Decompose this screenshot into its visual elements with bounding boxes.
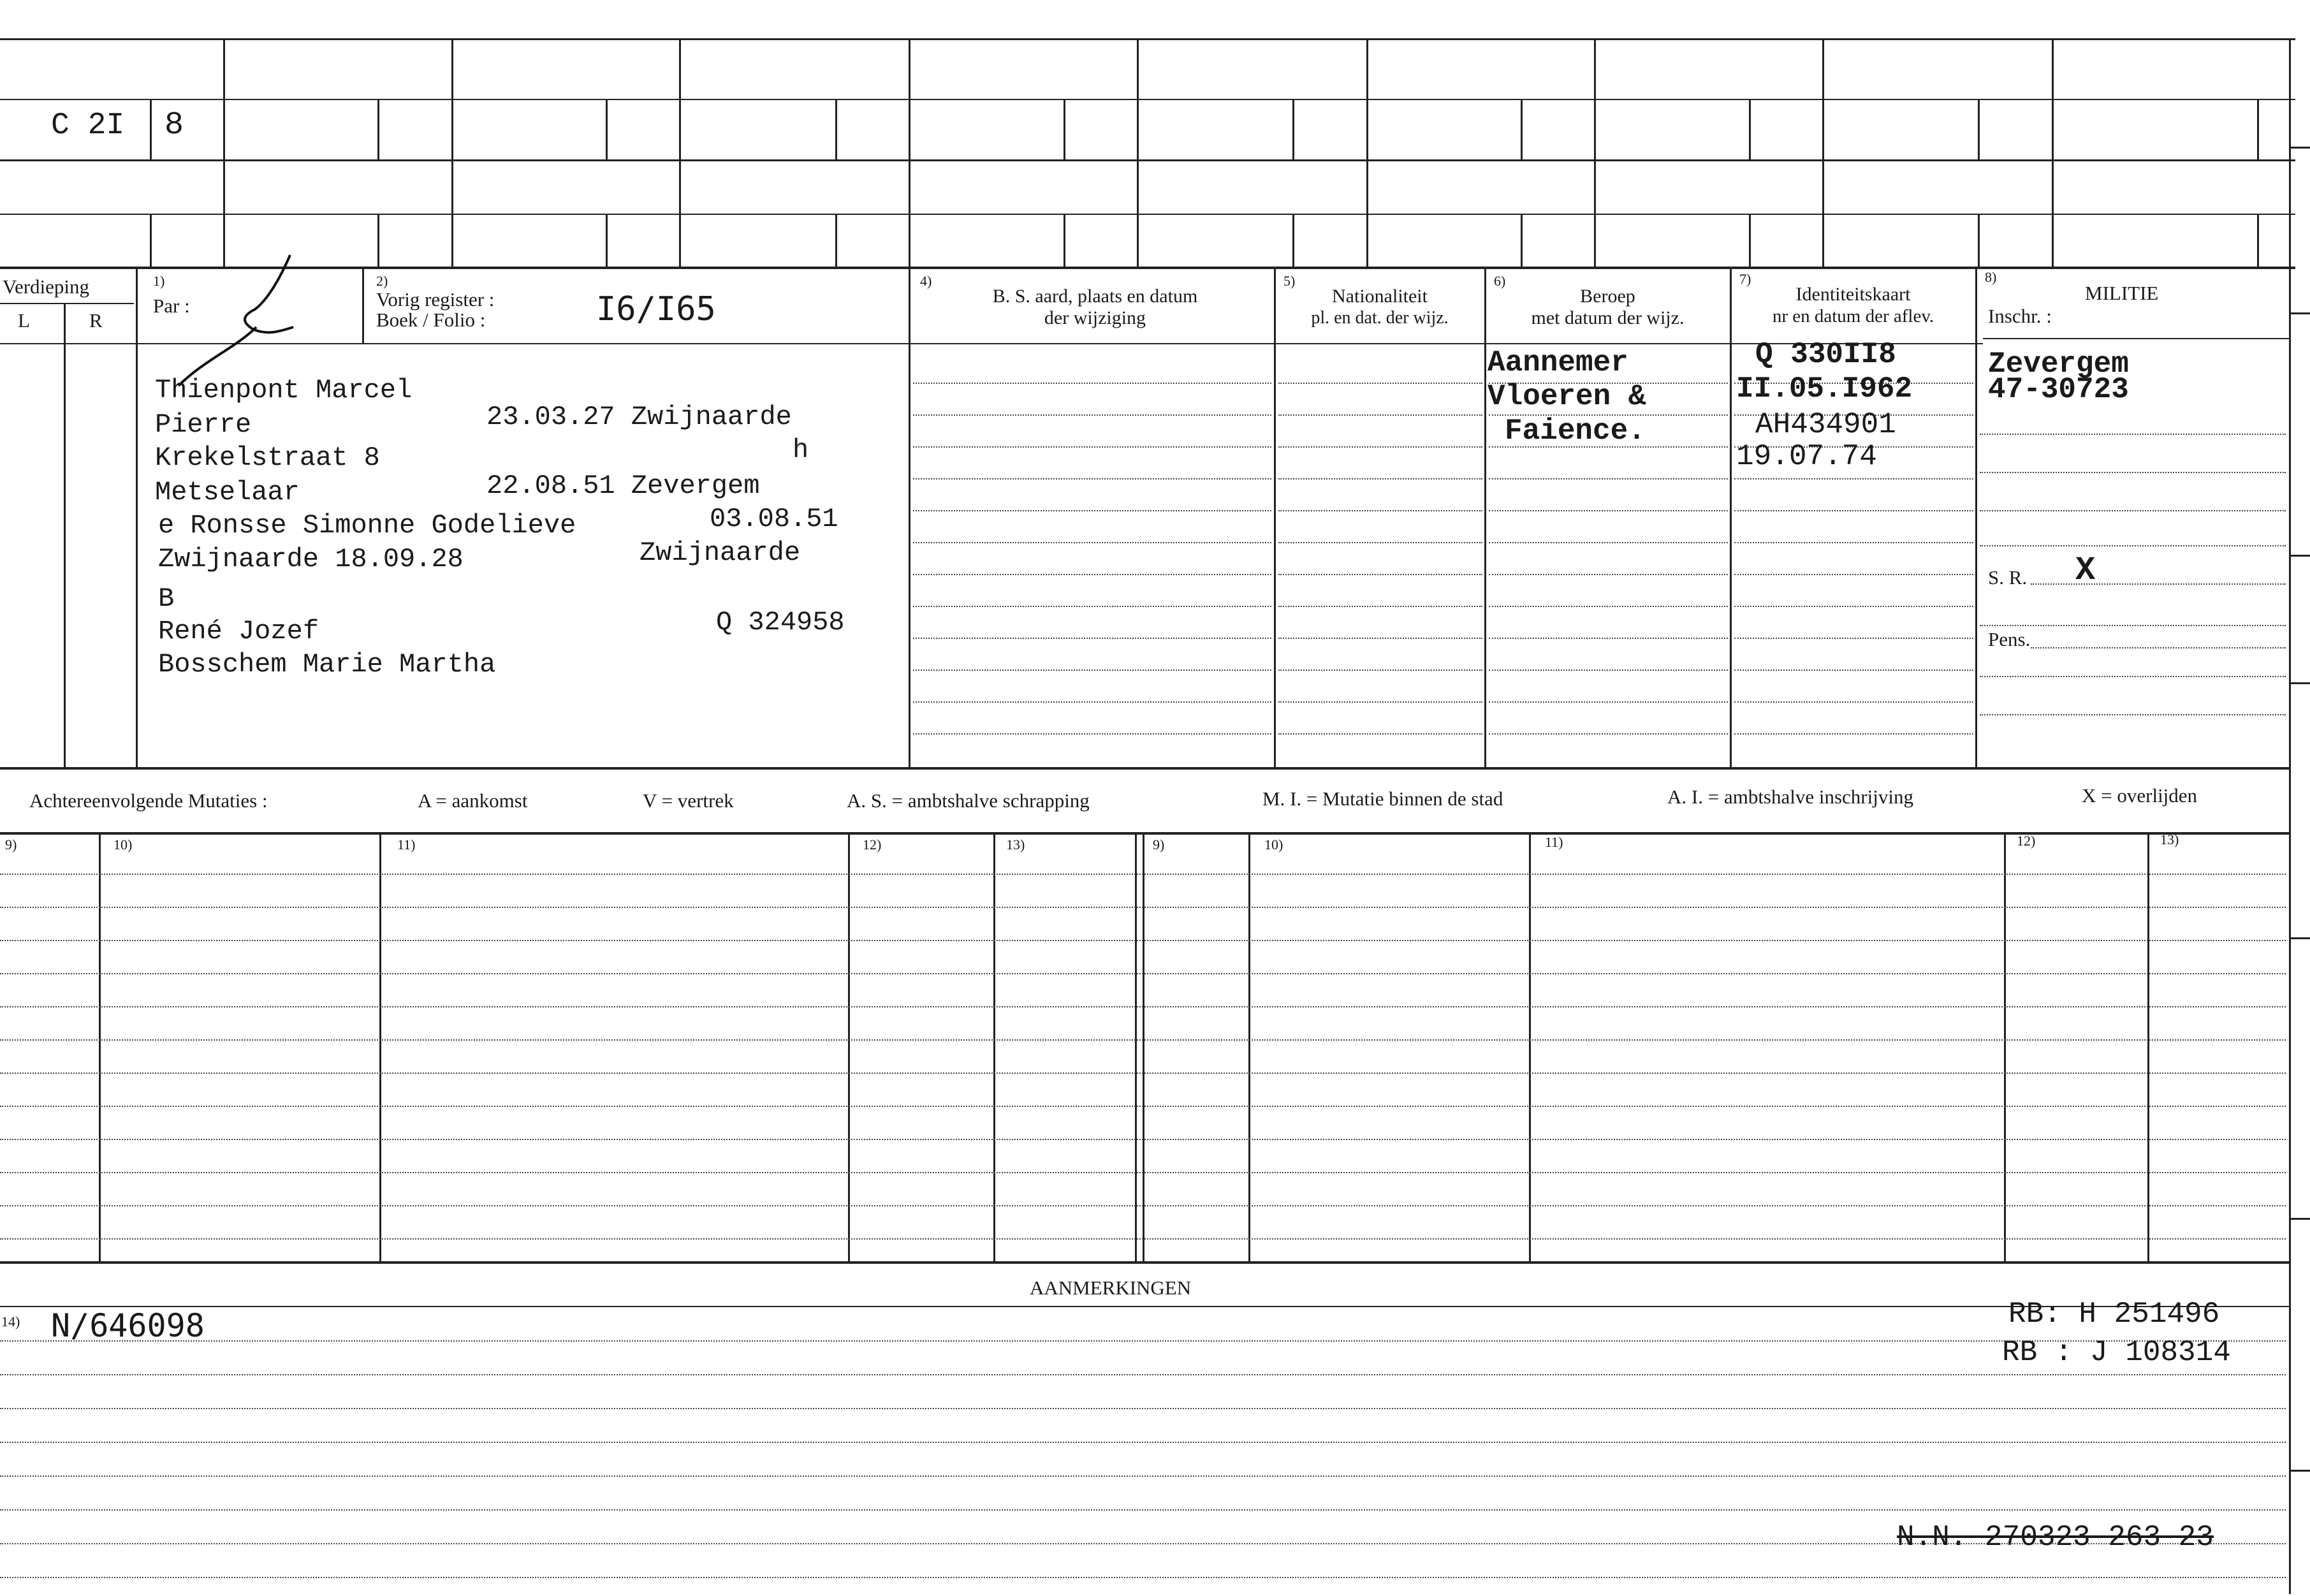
remarks-rule [0, 1374, 2286, 1375]
table-rule [0, 907, 2286, 908]
dotted-line [1278, 478, 1482, 480]
dotted-line [1278, 510, 1482, 511]
remarks-rb1: RB: H 251496 [2008, 1298, 2220, 1331]
grid-vline [909, 38, 910, 268]
col-vline [909, 268, 910, 768]
table-rule [0, 1172, 2286, 1173]
grid-vline [1521, 99, 1523, 159]
dotted-line [1734, 542, 1973, 543]
remarks-rb2: RB : J 108314 [2002, 1336, 2231, 1369]
table-top [0, 832, 2289, 835]
mut-col-11b: 11) [1545, 834, 1563, 850]
table-rule [0, 1073, 2286, 1074]
edge-tick [2289, 1218, 2310, 1220]
grid-vline [1521, 214, 1523, 268]
dotted-line [1980, 545, 2286, 546]
grid-vline [1366, 38, 1368, 268]
col-number: 8) [1985, 269, 1997, 285]
mut-col-13b: 13) [2160, 831, 2179, 847]
address: Krekelstraat 8 [155, 443, 380, 473]
id-date: II.05.I962 [1736, 372, 1913, 406]
spouse-birth: Zwijnaarde 18.09.28 [158, 544, 464, 575]
table-rule [0, 1039, 2286, 1041]
edge-tick [2289, 682, 2310, 684]
dotted-line [1278, 606, 1482, 607]
father-id: Q 324958 [716, 607, 845, 638]
dotted-line [1278, 383, 1482, 384]
grid-vline [451, 38, 453, 268]
table-rule [0, 973, 2286, 974]
grid-vline [606, 99, 608, 159]
mut-vline [848, 833, 850, 1263]
col-vline [1975, 268, 1977, 768]
spouse-date: 03.08.51 [710, 504, 838, 534]
dotted-line [1278, 670, 1482, 671]
inschr-label: Inschr. : [1988, 305, 2052, 327]
col-number: 6) [1494, 273, 1506, 289]
grid-line [0, 214, 2295, 215]
mut-vline [993, 833, 995, 1263]
table-rule [0, 1139, 2286, 1140]
col-vline [1730, 268, 1732, 768]
table-bottom [0, 1261, 2289, 1264]
table-rule [0, 1238, 2286, 1240]
dotted-line [1278, 701, 1482, 703]
dotted-line [913, 638, 1271, 639]
grid-vline [1064, 214, 1065, 268]
legend-mi: M. I. = Mutatie binnen de stad [1262, 787, 1503, 810]
id-header-2: nr en datum der aflev. [1772, 306, 1934, 326]
grid-vline [377, 214, 379, 268]
dotted-line [913, 701, 1271, 703]
vorig-label: Vorig register : [376, 288, 495, 311]
dotted-line [1489, 510, 1728, 511]
birth-date-place: 23.03.27 Zwijnaarde [486, 402, 792, 432]
edge-tick [2289, 312, 2310, 314]
par-label: Par : [153, 295, 190, 317]
card-number: 8 [164, 107, 184, 143]
dotted-line [1489, 670, 1728, 671]
table-rule [0, 940, 2286, 941]
signature-mark [172, 252, 332, 389]
id-date-2: 19.07.74 [1736, 440, 1877, 473]
grid-vline [223, 38, 225, 268]
mut-col-12b: 12) [2017, 833, 2036, 849]
militie-header: MILITIE [2085, 282, 2159, 304]
bs-header-1: B. S. aard, plaats en datum [992, 286, 1198, 307]
mut-vline [2147, 833, 2149, 1263]
header-line [1983, 338, 2289, 339]
father-name: René Jozef [158, 616, 319, 647]
beroep-line1: Aannemer [1488, 346, 1628, 379]
card-code: C 2I [51, 108, 125, 143]
dotted-line [913, 478, 1271, 480]
remarks-line [0, 1306, 2289, 1307]
dotted-line [1980, 625, 2286, 626]
dotted-line [1278, 733, 1482, 735]
mut-vline [379, 833, 381, 1263]
mut-col-12: 12) [863, 837, 882, 853]
mut-col-9: 9) [5, 837, 17, 853]
grid-vline [1749, 99, 1751, 159]
legend-a: A = aankomst [418, 789, 528, 812]
dotted-line [1489, 478, 1728, 480]
grid-vline [150, 99, 152, 159]
grid-vline [2257, 99, 2259, 159]
person-name: Thienpont Marcel [155, 375, 413, 406]
dotted-line [1489, 574, 1728, 575]
mut-col-13: 13) [1006, 837, 1025, 853]
grid-vline [1594, 38, 1596, 268]
dotted-line [913, 446, 1271, 448]
grid-vline [1064, 99, 1065, 159]
edge-tick [2289, 1470, 2310, 1472]
address-mark: h [793, 435, 809, 465]
grid-line [0, 267, 2295, 269]
remarks-title: AANMERKINGEN [1030, 1277, 1192, 1299]
dotted-line [1980, 676, 2286, 677]
mut-vline [1143, 833, 1144, 1263]
mut-vline [2004, 833, 2006, 1263]
militie-number: 47-30723 [1988, 373, 2129, 406]
dotted-line [913, 606, 1271, 607]
table-rule [0, 1205, 2286, 1206]
mut-col-9b: 9) [1153, 837, 1165, 853]
table-rule [0, 1106, 2286, 1107]
bs-header-2: der wijziging [1044, 307, 1146, 328]
dotted-line [1980, 510, 2286, 511]
edge-tick [2289, 147, 2310, 149]
dotted-line [913, 510, 1271, 511]
col-vline [1274, 268, 1276, 768]
col-number: 5) [1283, 273, 1296, 289]
remarks-rule [0, 1442, 2286, 1443]
person-firstname: Pierre [155, 409, 252, 440]
dotted-line [913, 733, 1271, 735]
id-number: Q 330II8 [1755, 338, 1896, 371]
dotted-line [1489, 542, 1728, 543]
mut-vline [1529, 833, 1531, 1263]
id-header-1: Identiteitskaart [1795, 284, 1911, 305]
marriage-date-place: 22.08.51 Zevergem [486, 471, 760, 501]
id-number-2: AH434901 [1755, 408, 1896, 441]
dotted-line [1489, 606, 1728, 607]
legend-x: X = overlijden [2082, 784, 2198, 807]
mother-name: Bosschem Marie Martha [158, 649, 496, 680]
remarks-rule [0, 1340, 2286, 1342]
edge-tick [2289, 555, 2310, 557]
dotted-line [1489, 733, 1728, 735]
edge-tick [2289, 937, 2310, 939]
nat-header-1: Nationaliteit [1332, 286, 1428, 307]
remarks-rule [0, 1509, 2286, 1511]
dotted-line [913, 383, 1271, 384]
mut-vline [99, 833, 101, 1263]
grid-vline [2257, 214, 2259, 268]
mut-vline [1248, 833, 1250, 1263]
dotted-line [2031, 647, 2286, 648]
header-line [0, 303, 134, 304]
nat-header-2: pl. en dat. der wijz. [1311, 308, 1449, 328]
dotted-line [1278, 446, 1482, 448]
legend-as: A. S. = ambtshalve schrapping [847, 789, 1090, 812]
mut-col-11: 11) [397, 837, 416, 853]
grid-vline [835, 99, 837, 159]
spouse-birthplace: Zwijnaarde [640, 538, 801, 568]
dotted-line [913, 574, 1271, 575]
dotted-line [913, 670, 1271, 671]
l-label: L [18, 309, 30, 332]
grid-vline [1292, 99, 1294, 159]
grid-line [0, 159, 2295, 161]
col-vline [136, 268, 138, 768]
dotted-line [1734, 733, 1973, 735]
col-number: 1) [153, 273, 165, 289]
section-line [0, 767, 2289, 770]
verdieping-label: Verdieping [3, 275, 90, 298]
boek-label: Boek / Folio : [376, 309, 486, 331]
dotted-line [913, 542, 1271, 543]
dotted-line [1734, 701, 1973, 703]
top-border [0, 38, 2295, 40]
dotted-line [913, 414, 1271, 416]
boek-value: I6/I65 [596, 290, 716, 328]
dotted-line [1734, 478, 1973, 480]
dotted-line [1489, 638, 1728, 639]
grid-vline [1978, 214, 1980, 268]
dotted-line [2031, 583, 2286, 585]
grid-vline [1822, 38, 1824, 268]
grid-vline [150, 214, 152, 268]
grid-vline [606, 214, 608, 268]
dotted-line [1278, 638, 1482, 639]
sr-label: S. R. [1988, 566, 2028, 589]
remarks-rule [0, 1475, 2286, 1477]
dotted-line [1980, 472, 2286, 473]
col-number: 2) [376, 273, 388, 289]
col-number: 7) [1739, 271, 1751, 287]
grid-vline [679, 38, 681, 268]
nationality-code: B [158, 583, 175, 614]
grid-vline [1749, 214, 1751, 268]
grid-vline [377, 99, 379, 159]
remarks-number: 14) [1, 1314, 20, 1329]
dotted-line [1278, 574, 1482, 575]
dotted-line [1980, 714, 2286, 715]
dotted-line [1278, 542, 1482, 543]
dotted-line [1734, 574, 1973, 575]
beroep-header-1: Beroep [1580, 286, 1635, 307]
dotted-line [1489, 701, 1728, 703]
remarks-nn: N.N. 270323 263 23 [1897, 1521, 2214, 1554]
dotted-line [1980, 434, 2286, 435]
beroep-line3: Faience. [1505, 414, 1646, 448]
spouse-name: e Ronsse Simonne Godelieve [158, 510, 576, 541]
col-vline [64, 303, 66, 768]
dotted-line [1278, 414, 1482, 416]
legend-ai: A. I. = ambtshalve inschrijving [1667, 786, 1913, 808]
pens-label: Pens. [1988, 628, 2031, 650]
legend-v: V = vertrek [643, 789, 734, 812]
militie-place: Zevergem [1988, 348, 2129, 381]
beroep-header-2: met datum der wijz. [1531, 307, 1685, 328]
dotted-line [1734, 510, 1973, 511]
remarks-rule [0, 1577, 2286, 1578]
col-vline [1484, 268, 1486, 768]
right-border [2289, 38, 2291, 1594]
beroep-line2: Vloeren & [1488, 380, 1646, 413]
remarks-code: N/646098 [51, 1307, 205, 1344]
remarks-rule [0, 1408, 2286, 1409]
grid-vline [2052, 38, 2054, 268]
grid-vline [1137, 38, 1139, 268]
mut-col-10b: 10) [1264, 837, 1283, 853]
mut-col-10: 10) [113, 837, 133, 853]
sr-mark: X [2075, 552, 2096, 589]
grid-vline [835, 214, 837, 268]
mut-vline [1135, 833, 1137, 1263]
dotted-line [1734, 606, 1973, 607]
dotted-line [1734, 670, 1973, 671]
col-number: 4) [920, 273, 932, 289]
legend-title: Achtereenvolgende Mutaties : [29, 789, 268, 812]
col-vline [362, 268, 364, 343]
table-rule [0, 1006, 2286, 1007]
grid-line [0, 99, 2295, 100]
dotted-line [1734, 638, 1973, 639]
grid-vline [1978, 99, 1980, 159]
r-label: R [89, 309, 103, 332]
table-rule [0, 874, 2286, 875]
occupation: Metselaar [155, 477, 300, 508]
grid-vline [1292, 214, 1294, 268]
